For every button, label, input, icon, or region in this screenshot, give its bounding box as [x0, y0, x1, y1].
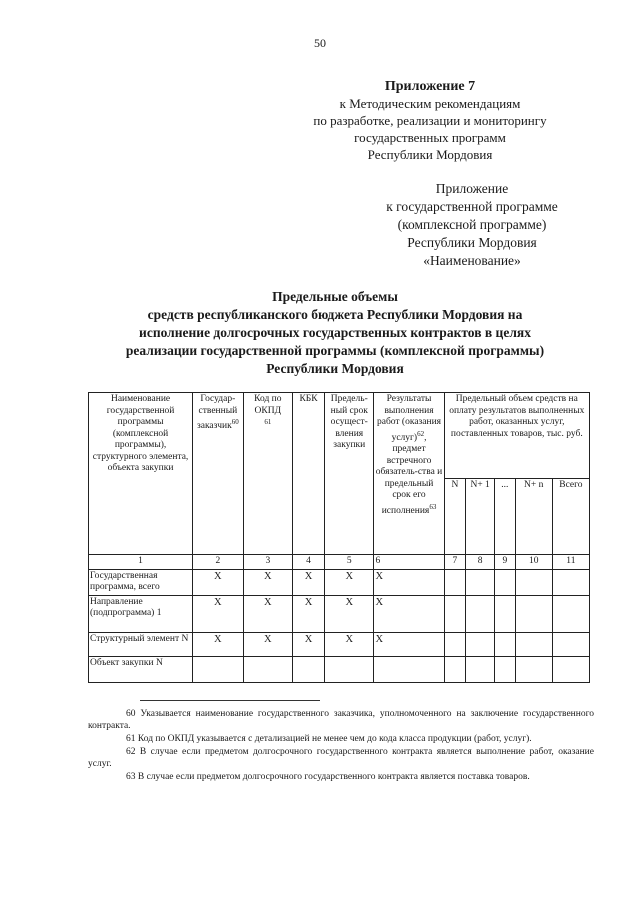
row-name: Государственная программа, всего — [89, 569, 193, 595]
footnote-62: 62 В случае если предметом долгосрочного государственного контракта является выполнение работ, оказание услуг. — [88, 747, 594, 769]
appendix-7-title: Приложение 7 — [384, 79, 476, 94]
appendix-line: Приложение — [435, 181, 509, 196]
page-number: 50 — [314, 36, 326, 50]
cell-x: X — [325, 632, 374, 656]
footnote-60: 60 Указывается наименование государственного заказчика, уполномоченного на заключение государственного контракта. — [88, 709, 594, 731]
title-line: средств республиканского бюджета Республики Мордовия на — [147, 307, 523, 322]
appendix-line: к государственной программе — [386, 199, 558, 214]
cell-x: X — [243, 632, 292, 656]
row-name: Структурный элемент N — [89, 632, 193, 656]
footnote-separator — [140, 700, 320, 701]
col-number: 4 — [293, 555, 325, 570]
appendix-7-line: к Методическим рекомендациям — [339, 96, 521, 111]
cell-x: X — [374, 595, 444, 632]
cell-x: X — [193, 632, 244, 656]
row-name: Объект закупки N — [89, 656, 193, 682]
appendix-line: Республики Мордовия — [407, 235, 537, 250]
col-number: 2 — [193, 555, 244, 570]
header-customer: Государ-ственный заказчик$^{60}$ — [193, 393, 244, 555]
footnotes — [88, 708, 594, 784]
col-number: 6 — [374, 555, 444, 570]
header-sub-n: N — [444, 479, 466, 555]
cell-x: X — [325, 569, 374, 595]
appendix-7-line: государственных программ — [354, 130, 506, 145]
header-name: Наименование государственной программы (комплексной программы), структурного элемента, объекта закупки — [89, 393, 193, 555]
header-sub-total: Всего — [552, 479, 589, 555]
cell-x: X — [293, 595, 325, 632]
appendix-line: «Наименование» — [423, 253, 521, 268]
col-number: 10 — [515, 555, 552, 570]
header-sub-n1: N+ 1 — [466, 479, 495, 555]
header-okpd: Код по ОКПД $^{61}$ — [243, 393, 292, 555]
col-number: 8 — [466, 555, 495, 570]
col-number: 1 — [89, 555, 193, 570]
document-title — [90, 288, 580, 378]
col-number: 3 — [243, 555, 292, 570]
appendix-7-line: по разработке, реализации и мониторингу — [313, 113, 547, 128]
column-numbers-row — [89, 555, 590, 570]
appendix-block — [352, 180, 592, 270]
title-line: Предельные объемы — [272, 289, 398, 304]
cell-x: X — [193, 595, 244, 632]
cell-x: X — [374, 569, 444, 595]
header-sub-nn: N+ n — [515, 479, 552, 555]
footnote-63: 63 В случае если предметом долгосрочного государственного контракта является поставка товаров. — [126, 772, 530, 782]
header-results: Результаты выполнения работ (оказания услуг)$^{62}$, предмет встречного обязатель-ства и предельный срок его исполнения$^{63}$ — [374, 393, 444, 555]
appendix-7-block — [280, 78, 580, 163]
header-deadline: Предель-ный срок осущест-вления закупки — [325, 393, 374, 555]
table-row — [89, 595, 590, 632]
cell-x: X — [243, 595, 292, 632]
cell-x: X — [374, 632, 444, 656]
header-sub-ellipsis: ... — [495, 479, 516, 555]
row-name: Направление (подпрограмма) 1 — [89, 595, 193, 632]
limits-table — [88, 392, 590, 683]
cell-x: X — [243, 569, 292, 595]
table-row — [89, 632, 590, 656]
col-number: 11 — [552, 555, 589, 570]
col-number: 5 — [325, 555, 374, 570]
cell-x: X — [293, 632, 325, 656]
title-line: реализации государственной программы (комплексной программы) — [125, 343, 545, 358]
title-line: исполнение долгосрочных государственных контрактов в целях — [139, 325, 531, 340]
title-line: Республики Мордовия — [266, 361, 404, 376]
table-row — [89, 656, 590, 682]
cell-x: X — [293, 569, 325, 595]
cell-x: X — [325, 595, 374, 632]
footnote-61: 61 Код по ОКПД указывается с детализацией не менее чем до кода класса продукции (работ, услуг). — [126, 734, 532, 744]
col-number: 7 — [444, 555, 466, 570]
appendix-7-line: Республики Мордовия — [367, 147, 493, 162]
col-number: 9 — [495, 555, 516, 570]
table-row — [89, 569, 590, 595]
header-kbk: КБК — [293, 393, 325, 555]
cell-x: X — [193, 569, 244, 595]
appendix-line: (комплексной программе) — [397, 217, 547, 232]
header-funding-group: Предельный объем средств на оплату результатов выполненных работ, оказанных услуг, поставленных товаров, тыс. руб. — [444, 393, 589, 479]
